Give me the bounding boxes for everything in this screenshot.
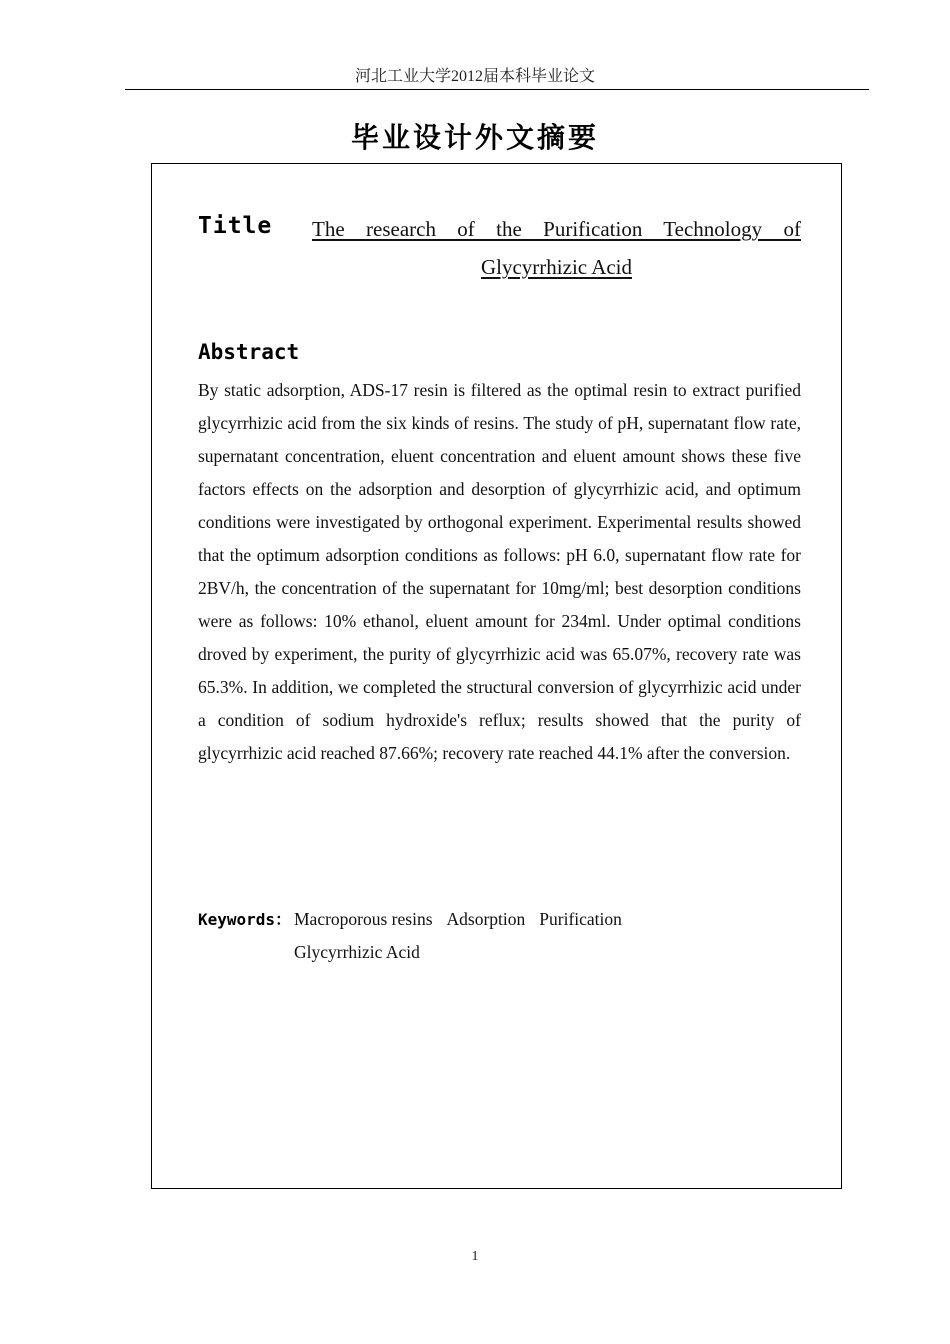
abstract-heading: Abstract [198,340,300,364]
running-header: 河北工业大学2012届本科毕业论文 [354,68,595,85]
keywords-label: Keywords： [198,910,292,929]
keyword: Macroporous resins [294,909,433,929]
thesis-title: The research of the Purification Technology of Glycyrrhizic Acid [312,217,801,279]
page-number: 1 [471,1249,479,1264]
keyword: Glycyrrhizic Acid [294,942,420,962]
title-label: Title [198,213,273,239]
keyword: Purification [539,909,622,929]
keywords-line [294,903,794,936]
header-rule [125,89,869,90]
keywords-list [294,903,794,969]
keyword: Adsorption [446,909,526,929]
keywords-line [294,936,794,969]
abstract-body: By static adsorption, ADS-17 resin is filtered as the optimal resin to extract purified glycyrrhizic acid from the six kinds of resins. The study of pH, supernatant flow rate, supernatant concentration, eluent concentration and eluent amount shows these five factors effects on the adsorption and desorption of glycyrrhizic acid, and optimum conditions were investigated by orthogonal experiment. Experimental results showed that the optimum adsorption conditions as follows: pH 6.0, supernatant flow rate for 2BV/h, the concentration of the supernatant for 10mg/ml; best desorption conditions were as follows: 10% ethanol, eluent amount for 234ml. Under optimal conditions droved by experiment, the purity of glycyrrhizic acid was 65.07%, recovery rate was 65.3%. In addition, we completed the structural conversion of glycyrrhizic acid under a condition of sodium hydroxide's reflux; results showed that the purity of glycyrrhizic acid reached 87.66%; recovery rate reached 44.1% after the conversion. [198,380,801,763]
page-title: 毕业设计外文摘要 [350,121,599,154]
